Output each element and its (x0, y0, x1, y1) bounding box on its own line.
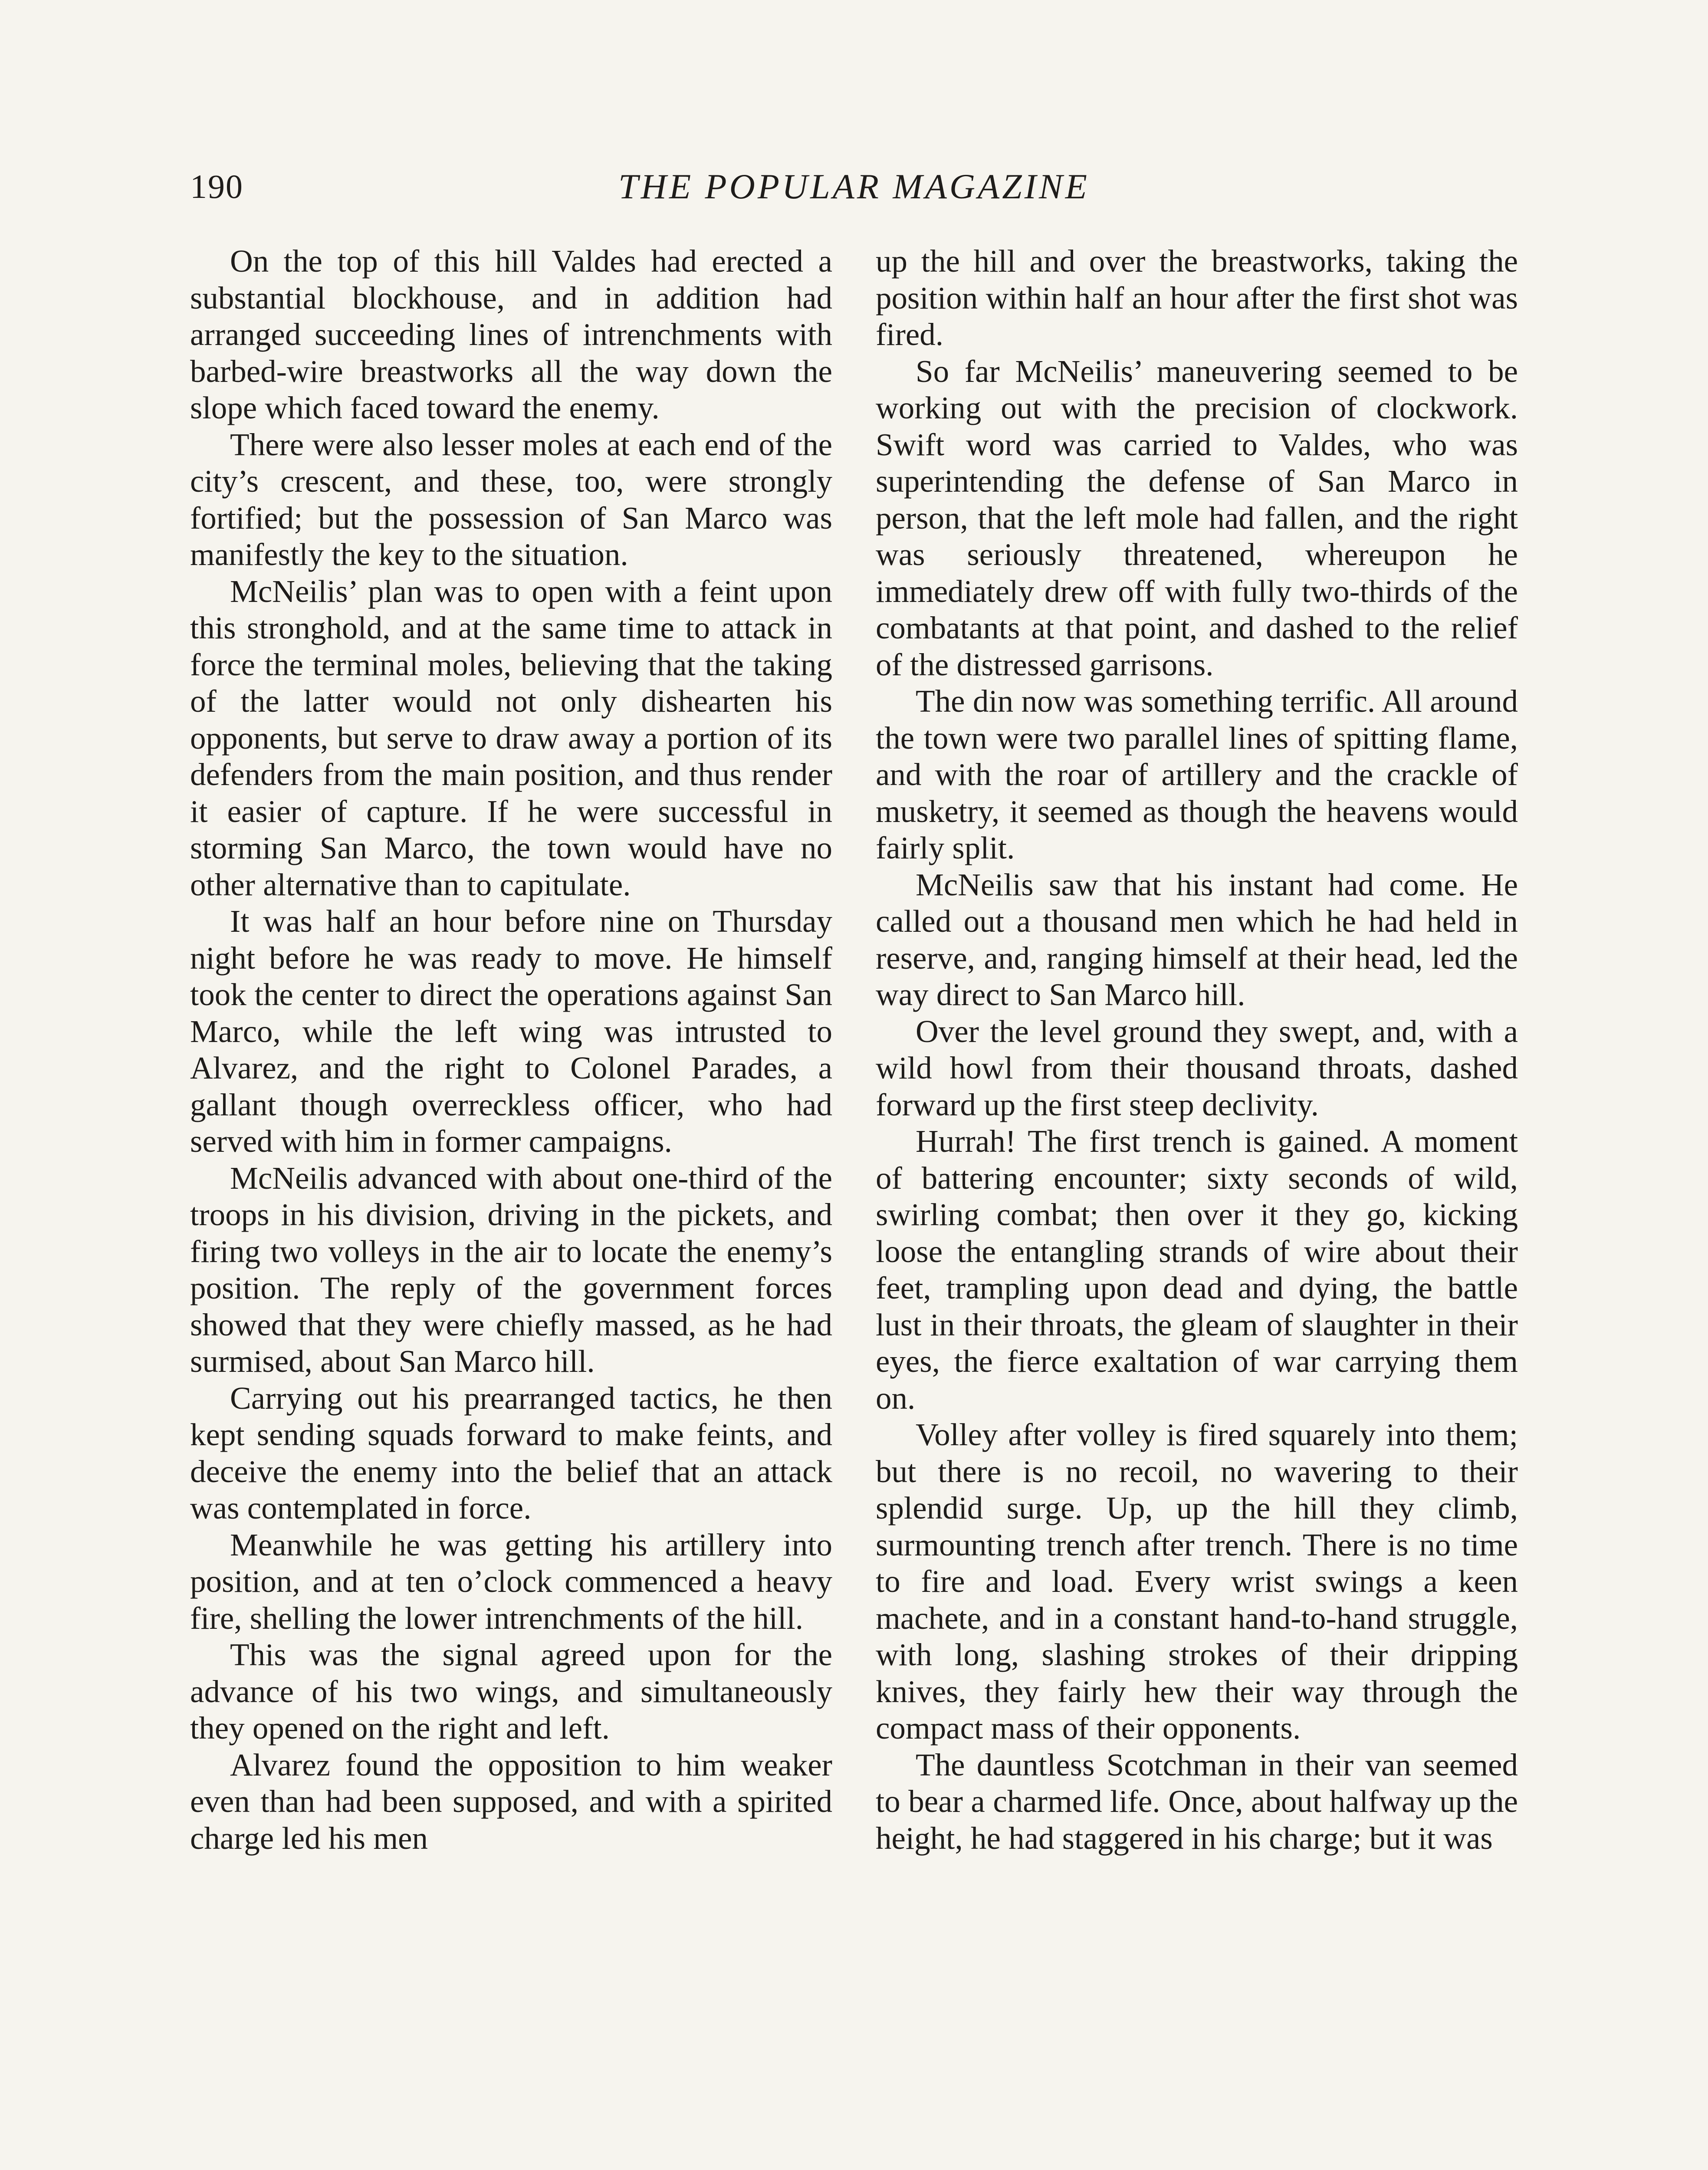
paragraph: The dauntless Scotchman in their van seemed to bear a charmed life. Once, about halfway up the height, he had staggered in his charge; but it was (876, 1747, 1518, 1856)
paragraph: The din now was something terrific. All around the town were two parallel lines of spitting flame, and with the roar of artillery and the crackle of musketry, it seemed as though the heavens would fairly split. (876, 684, 1518, 865)
page-header (190, 165, 1518, 213)
paragraph: Over the level ground they swept, and, with a wild howl from their thousand throats, dashed forward up the first steep declivity. (876, 1013, 1518, 1122)
left-column (190, 243, 832, 1857)
paragraph: Carrying out his prearranged tactics, he then kept sending squads forward to make feints, and deceive the enemy into the belief that an attack was contemplated in force. (190, 1380, 832, 1526)
paragraph: Hurrah! The first trench is gained. A moment of battering encounter; sixty seconds of wild, swirling combat; then over it they go, kicking loose the entangling strands of wire about their feet, trampling upon dead and dying, the battle lust in their throats, the gleam of slaughter in their eyes, the fierce exaltation of war carrying them on. (876, 1124, 1518, 1416)
running-title: THE POPULAR MAGAZINE (618, 167, 1090, 206)
paragraph: It was half an hour before nine on Thursday night before he was ready to move. He himself took the center to direct the operations against San Marco, while the left wing was intrusted to Alvarez, and the right to Colonel Parades, a gallant though overreckless officer, who had served with him in former campaigns. (190, 904, 832, 1159)
paragraph: Meanwhile he was getting his artillery into position, and at ten o’clock commenced a heavy fire, shelling the lower intrenchments of the hill. (190, 1527, 832, 1636)
paragraph: This was the signal agreed upon for the advance of his two wings, and simultaneously they opened on the right and left. (190, 1637, 832, 1746)
page-number: 190 (190, 168, 243, 205)
paragraph: McNeilis’ plan was to open with a feint upon this stronghold, and at the same time to attack in force the terminal moles, believing that the taking of the latter would not only dishearten his opponents, but serve to draw away a portion of its defenders from the main position, and thus render it easier of capture. If he were successful in storming San Marco, the town would have no other alternative than to capitulate. (190, 573, 832, 902)
paragraph: On the top of this hill Valdes had erected a substantial blockhouse, and in addition had arranged succeeding lines of intrenchments with barbed-wire breastworks all the way down the slope which faced toward the enemy. (190, 243, 832, 425)
paragraph: McNeilis advanced with about one-third of the troops in his division, driving in the pickets, and firing two volleys in the air to locate the enemy’s position. The reply of the government forces showed that they were chiefly massed, as he had surmised, about San Marco hill. (190, 1160, 832, 1379)
paragraph-continuation: up the hill and over the breastworks, taking the position within half an hour after the first shot was fired. (876, 243, 1518, 352)
paragraph: Alvarez found the opposition to him weaker even than had been supposed, and with a spirited charge led his men (190, 1747, 832, 1856)
paragraph: Volley after volley is fired squarely into them; but there is no recoil, no wavering to their splendid surge. Up, up the hill they climb, surmounting trench after trench. There is no time to fire and load. Every wrist swings a keen machete, and in a constant hand-to-hand struggle, with long, slashing strokes of their dripping knives, they fairly hew their way through the compact mass of their opponents. (876, 1417, 1518, 1746)
paragraph: So far McNeilis’ maneuvering seemed to be working out with the precision of clockwork. Swift word was carried to Valdes, who was superintending the defense of San Marco in person, that the left mole had fallen, and the right was seriously threatened, whereupon he immediately drew off with fully two-thirds of the combatants at that point, and dashed to the relief of the distressed garrisons. (876, 353, 1518, 682)
paragraph: There were also lesser moles at each end of the city’s crescent, and these, too, were strongly fortified; but the possession of San Marco was manifestly the key to the situation. (190, 427, 832, 572)
right-column (876, 243, 1518, 1857)
paragraph: McNeilis saw that his instant had come. He called out a thousand men which he had held in reserve, and, ranging himself at their head, led the way direct to San Marco hill. (876, 867, 1518, 1012)
